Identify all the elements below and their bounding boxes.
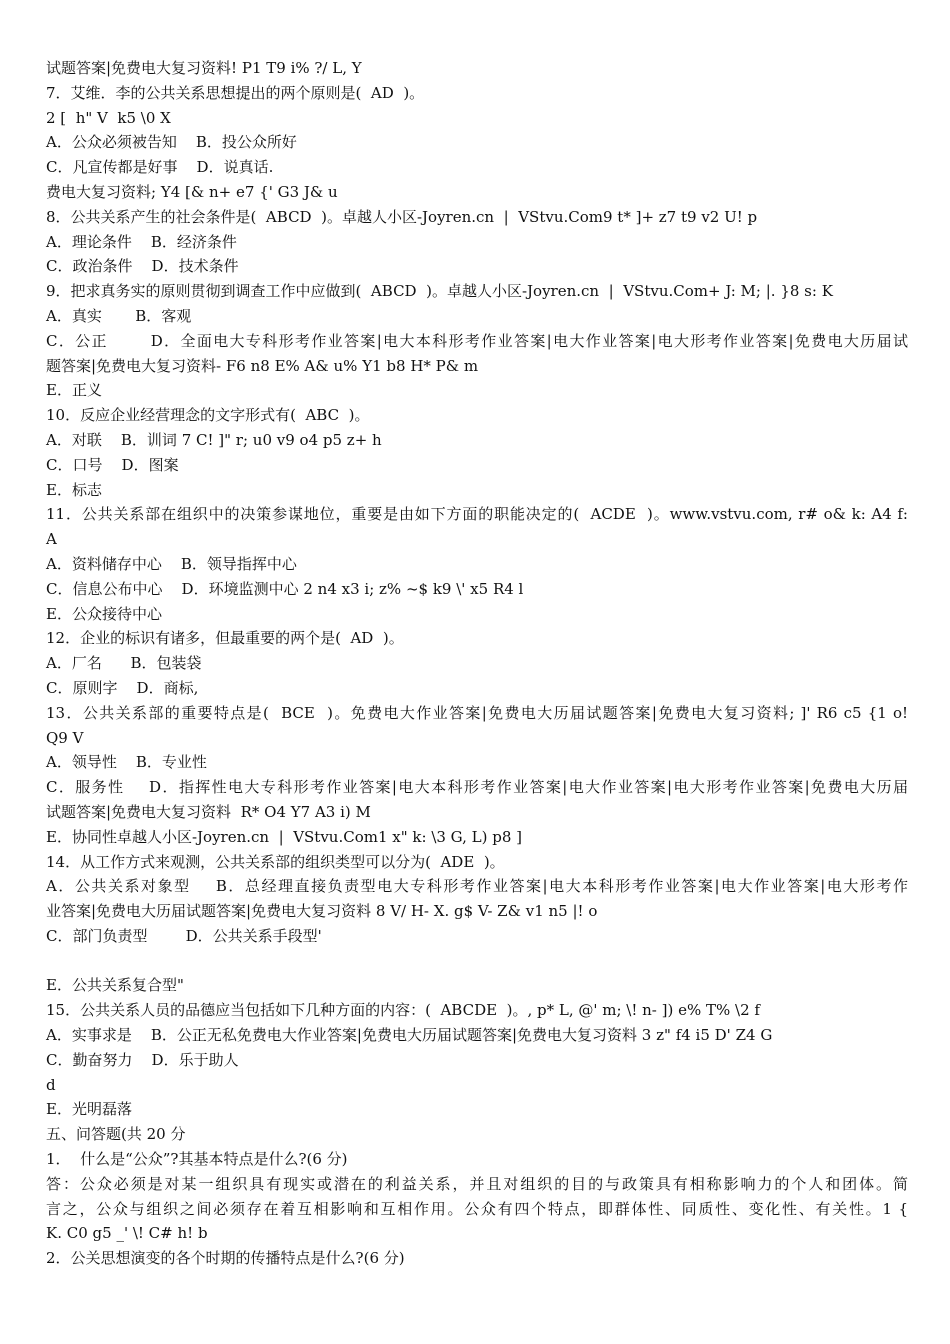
option-line: C．凡宣传都是好事 D．说真话. xyxy=(46,158,274,177)
option-line: A．公众必须被告知 B．投公众所好 xyxy=(46,133,297,152)
text-line: 试题答案|免费电大复习资料! P1 T9 i% ?/ L, Y xyxy=(46,59,362,77)
text-line: K. C0 g5 _' \! C# h! b xyxy=(46,1224,208,1243)
text-line: 试题答案|免费电大复习资料 R* O4 Y7 A3 i) M xyxy=(46,802,371,821)
essay-question-1: 1． 什么是“公众”?其基本特点是什么?(6 分) xyxy=(46,1150,348,1169)
option-line: C．勤奋努力 D．乐于助人 xyxy=(46,1050,239,1069)
option-line: E．公众接待中心 xyxy=(46,604,162,623)
text-line: Q9 V xyxy=(46,728,84,747)
option-line: E．公共关系复合型" xyxy=(46,976,184,995)
option-line: A．领导性 B．专业性 xyxy=(46,753,207,772)
option-line: C．公正 D．全面电大专科形考作业答案|电大本科形考作业答案|电大作业答案|电大形考作业答案|免费电大历届试 xyxy=(46,331,908,350)
question-15: 15．公共关系人员的品德应当包括如下几种方面的内容：( ABCDE )。, p* L, @' m; \! n- ]) e% T% \2 f xyxy=(46,1001,760,1020)
question-14: 14．从工作方式来观测，公共关系部的组织类型可以分为( ADE )。 xyxy=(46,852,505,871)
option-line: E．标志 xyxy=(46,480,102,499)
question-13: 13．公共关系部的重要特点是( BCE )。免费电大作业答案|免费电大历届试题答案|免费电大复习资料; ]' R6 c5 {1 o! xyxy=(46,703,908,722)
blank-line xyxy=(46,949,908,974)
question-8: 8．公共关系产生的社会条件是( ABCD )。卓越人小区-Joyren.cn | VStvu.Com9 t* ]+ z7 t9 v2 U! p xyxy=(46,207,758,226)
option-line: A．真实 B．客观 xyxy=(46,306,192,325)
option-line: A．理论条件 B．经济条件 xyxy=(46,232,237,251)
option-line: C．原则字 D．商标, xyxy=(46,678,199,697)
option-line: C．口号 D．图案 xyxy=(46,455,179,474)
essay-question-2: 2．公关思想演变的各个时期的传播特点是什么?(6 分) xyxy=(46,1249,405,1268)
question-11: 11．公共关系部在组织中的决策参谋地位，重要是由如下方面的职能决定的( ACDE )。www.vstvu.com, r# o& k: A4 f: xyxy=(46,505,908,524)
option-line: A．公共关系对象型 B．总经理直接负责型电大专科形考作业答案|电大本科形考作业答案|电大作业答案|电大形考作 xyxy=(46,877,908,896)
option-line: C．信息公布中心 D．环境监测中心 2 n4 x3 i; z% ~$ k9 \' x5 R4 l xyxy=(46,579,524,598)
option-line: E．协同性卓越人小区-Joyren.cn | VStvu.Com1 x" k: \3 G, L) p8 ] xyxy=(46,827,523,846)
option-line: C．部门负责型 D．公共关系手段型' xyxy=(46,926,322,945)
option-line: A．对联 B．训词 7 C! ]" r; u0 v9 o4 p5 z+ h xyxy=(46,430,382,449)
option-line: A．厂名 B．包装袋 xyxy=(46,654,202,673)
text-line: 费电大复习资料; Y4 [& n+ e7 {' G3 J& u xyxy=(46,182,338,201)
option-line: E．光明磊落 xyxy=(46,1100,132,1119)
answer-line: 答：公众必须是对某一组织具有现实或潜在的利益关系，并且对组织的目的与政策具有相称影响力的个人和团体。简 xyxy=(46,1174,908,1193)
section-heading: 五、问答题(共 20 分 xyxy=(46,1125,186,1144)
text-line: 2 [ h" V k5 \0 X xyxy=(46,108,171,127)
text-line: A xyxy=(46,530,57,549)
question-12: 12．企业的标识有诸多，但最重要的两个是( AD )。 xyxy=(46,629,404,648)
question-9: 9．把求真务实的原则贯彻到调查工作中应做到( ABCD )。卓越人小区-Joyren.cn | VStvu.Com+ J: M; |. }8 s: K xyxy=(46,282,833,301)
text-line: d xyxy=(46,1075,56,1094)
question-7: 7．艾维．李的公共关系思想提出的两个原则是( AD )。 xyxy=(46,83,425,102)
answer-line: 言之，公众与组织之间必须存在着互相影响和互相作用。公众有四个特点，即群体性、同质性、变化性、有关性。1 { xyxy=(46,1199,908,1218)
option-line: A．资料储存中心 B．领导指挥中心 xyxy=(46,554,297,573)
option-line: C．政治条件 D．技术条件 xyxy=(46,257,239,276)
option-line: E．正义 xyxy=(46,381,102,400)
document-page xyxy=(46,56,908,1271)
question-10: 10．反应企业经营理念的文字形式有( ABC )。 xyxy=(46,406,370,425)
text-line: 业答案|免费电大历届试题答案|免费电大复习资料 8 V/ H- X. g$ V- Z& v1 n5 |! o xyxy=(46,902,598,921)
option-line: A．实事求是 B．公正无私免费电大作业答案|免费电大历届试题答案|免费电大复习资料 3 z" f4 i5 D' Z4 G xyxy=(46,1026,773,1045)
option-line: C．服务性 D．指挥性电大专科形考作业答案|电大本科形考作业答案|电大作业答案|电大形考作业答案|免费电大历届 xyxy=(46,778,908,797)
text-line: 题答案|免费电大复习资料- F6 n8 E% A& u% Y1 b8 H* P& m xyxy=(46,356,479,375)
